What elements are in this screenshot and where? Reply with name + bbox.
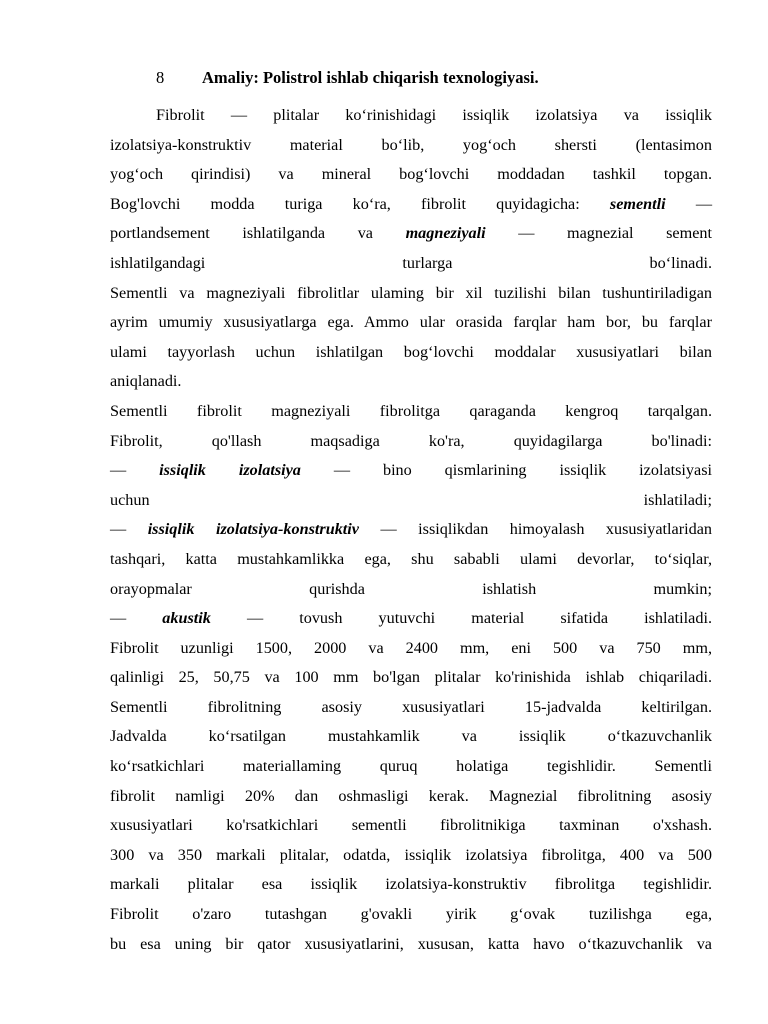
section-title: : Polistrol ishlab chiqarish texnologiyasi.	[253, 68, 539, 87]
text-line	[110, 101, 712, 131]
text-line	[110, 782, 712, 812]
text-run: Fibrolit — plitalar ko‘rinishidagi issiqlik izolatsiya va issiqlik	[156, 106, 712, 124]
text-run: Fibrolit uzunligi 1500, 2000 va 2400 mm, eni 500 va 750 mm,	[110, 638, 712, 657]
section-label: Amaliy	[202, 68, 254, 87]
text-run: aniqlanadi.	[110, 372, 182, 391]
text-run: Sementli va magneziyali fibrolitlar ulaming bir xil tuzilishi bilan tushuntiriladigan	[110, 283, 712, 302]
body-text	[110, 101, 712, 959]
text-line	[110, 663, 712, 693]
text-run: fibrolit namligi 20% dan oshmasligi kerak. Magnezial fibrolitning asosiy	[110, 786, 712, 805]
emphasis-term: issiqlik izolatsiya-konstruktiv	[147, 520, 359, 539]
text-run: Fibrolit o'zaro tutashgan g'ovakli yirik g‘ovak tuzilishga ega,	[110, 905, 712, 924]
text-run: Bog'lovchi modda turiga ko‘ra, fibrolit quyidagicha:	[110, 194, 610, 213]
text-run: Jadvalda ko‘rsatilgan mustahkamlik va issiqlik o‘tkazuvchanlik	[110, 727, 712, 746]
text-line	[110, 870, 712, 900]
text-run: bu esa uning bir qator xususiyatlarini, xususan, katta havo o‘tkazuvchanlik va	[110, 934, 712, 953]
text-line	[110, 279, 712, 309]
text-line	[110, 308, 712, 338]
text-line	[110, 693, 712, 723]
text-line	[110, 811, 712, 841]
text-line	[110, 841, 712, 871]
text-line	[110, 634, 712, 664]
text-line	[110, 752, 712, 782]
text-line	[110, 515, 712, 545]
text-line	[110, 367, 712, 397]
text-line	[110, 545, 712, 575]
text-run: — tovush yutuvchi material sifatida ishlatiladi.	[210, 609, 712, 628]
text-line	[110, 160, 712, 190]
emphasis-term: magneziyali	[405, 224, 486, 243]
emphasis-term: akustik	[162, 609, 211, 628]
text-run: — bino qismlarining issiqlik izolatsiyasi	[300, 461, 712, 480]
text-run: orayopmalar qurishda ishlatish mumkin;	[110, 579, 712, 598]
text-run: —	[110, 520, 148, 539]
text-line	[110, 575, 712, 605]
text-run: 300 va 350 markali plitalar, odatda, issiqlik izolatsiya fibrolitga, 400 va 500	[110, 845, 712, 864]
text-run: — issiqlikdan himoyalash xususiyatlaridan	[358, 520, 712, 539]
text-run: uchun ishlatiladi;	[110, 490, 712, 509]
text-line	[110, 190, 712, 220]
text-run: ko‘rsatkichlari materiallaming quruq holatiga tegishlidir. Sementli	[110, 757, 712, 776]
text-line	[110, 486, 712, 516]
text-run: ayrim umumiy xususiyatlarga ega. Ammo ular orasida farqlar ham bor, bu farqlar	[110, 313, 712, 332]
text-run: Sementli fibrolit magneziyali fibrolitga qaraganda kengroq tarqalgan.	[110, 401, 712, 420]
text-line	[110, 722, 712, 752]
text-line	[110, 456, 712, 486]
text-line	[110, 249, 712, 279]
text-line	[110, 338, 712, 368]
text-run: —	[110, 461, 160, 480]
text-line	[110, 930, 712, 960]
text-line	[110, 219, 712, 249]
text-run: Sementli fibrolitning asosiy xususiyatlari 15-jadvalda keltirilgan.	[110, 697, 712, 716]
text-run: yog‘och qirindisi) va mineral bog‘lovchi moddadan tashkil topgan.	[110, 165, 712, 184]
emphasis-term: issiqlik izolatsiya	[159, 461, 301, 480]
text-run: —	[665, 194, 712, 213]
text-line	[110, 131, 712, 161]
text-line	[110, 397, 712, 427]
text-run: izolatsiya-konstruktiv material bo‘lib, yog‘och shersti (lentasimon	[110, 135, 712, 154]
text-run: — magnezial sement	[485, 224, 712, 243]
text-run: qalinligi 25, 50,75 va 100 mm bo'lgan plitalar ko'rinishida ishlab chiqariladi.	[110, 668, 712, 687]
text-run: Fibrolit, qo'llash maqsadiga ko'ra, quyidagilarga bo'linadi:	[110, 431, 712, 450]
text-run: —	[110, 609, 163, 628]
text-run: ishlatilgandagi turlarga bo‘linadi.	[110, 253, 712, 272]
emphasis-term: sementli	[609, 194, 666, 213]
text-run: xususiyatlari ko'rsatkichlari sementli fibrolitnikiga taxminan o'xshash.	[110, 816, 712, 835]
text-run: ulami tayyorlash uchun ishlatilgan bog‘lovchi moddalar xususiyatlari bilan	[110, 342, 712, 361]
section-number: 8	[156, 68, 165, 87]
text-run: portlandsement ishlatilganda va	[110, 224, 406, 243]
text-line	[110, 604, 712, 634]
section-heading	[156, 68, 539, 88]
text-line	[110, 900, 712, 930]
text-run: tashqari, katta mustahkamlikka ega, shu sababli ulami devorlar, to‘siqlar,	[110, 549, 712, 568]
text-run: markali plitalar esa issiqlik izolatsiya-konstruktiv fibrolitga tegishlidir.	[110, 875, 712, 894]
text-line	[110, 427, 712, 457]
